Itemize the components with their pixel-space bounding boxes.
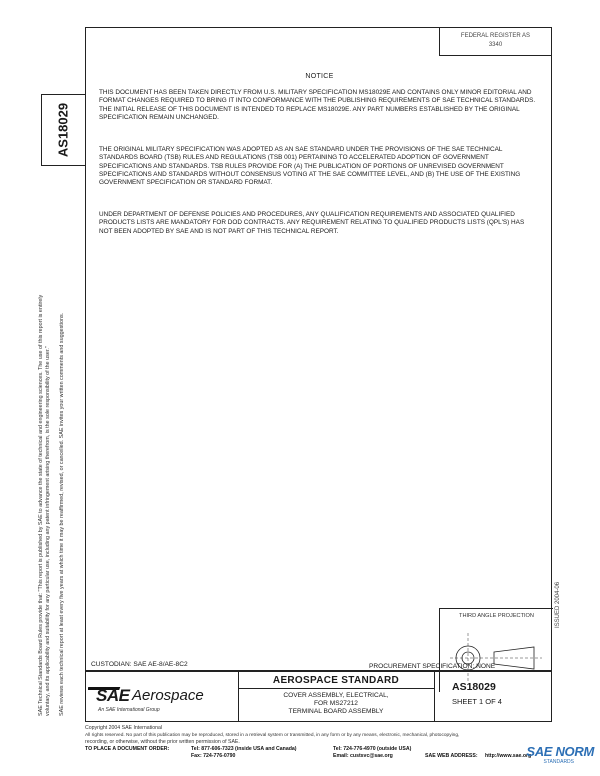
notice-paragraph-3: UNDER DEPARTMENT OF DEFENSE POLICIES AND PROCEDURES, ANY QUALIFICATION REQUIREMENTS AND ASSOCIATED QUALIFIED PRODUCTS LISTS ARE MANDATORY FOR DOD CONTRACTS. ANY REQUIREMENT RELATING TO QUALIFIED PRODUCTS LISTS (QPL'S) HAS NOT BEEN ADOPTED BY SAE AND IS NOT PART OF THIS TECHNICAL REPORT. xyxy=(99,211,525,235)
logo-word: Aerospace xyxy=(132,687,204,704)
issued-date: ISSUED 2004-06 xyxy=(555,581,561,628)
fedreg-line-2: 3340 xyxy=(488,42,503,48)
rights-text: All rights reserved. No part of this publication may be reproduced, stored in a retrieval system or transmitted, in any form or by any means, electronic, mechanical, photocopying, xyxy=(85,733,460,738)
sheet-info xyxy=(434,697,551,706)
phone-outside: Tel: 724-776-4970 (outside USA) xyxy=(333,746,412,752)
custodian-text: CUSTODIAN: SAE AE-8/AE-8C2 xyxy=(91,661,188,668)
title-block xyxy=(85,671,552,722)
sae-logo xyxy=(86,672,239,721)
projection-label: THIRD ANGLE PROJECTION xyxy=(459,613,534,619)
document-frame xyxy=(85,27,552,722)
notice-title: NOTICE xyxy=(305,73,334,80)
desc-line-1: COVER ASSEMBLY, ELECTRICAL, xyxy=(283,692,389,699)
logo-tagline: An SAE International Group xyxy=(98,707,160,713)
sheet-current: 1 xyxy=(478,697,484,706)
web-label: SAE WEB ADDRESS: xyxy=(425,753,478,759)
policy-text-line-3: SAE reviews each technical report at least every five years at which time it may be reaffirmed, revised, or cancelled. SAE invites your written comments and suggestions. xyxy=(59,312,65,716)
email-address: Email: custsvc@sae.org xyxy=(333,753,393,759)
sheet-of: OF xyxy=(485,697,496,706)
standard-title: AEROSPACE STANDARD xyxy=(272,675,400,686)
footer xyxy=(85,725,545,760)
title-cell xyxy=(238,672,435,721)
stamp-brand: SAE NORM xyxy=(526,744,594,759)
desc-line-2: FOR MS27212 xyxy=(314,700,358,707)
desc-line-3: TERMINAL BOARD ASSEMBLY xyxy=(288,708,384,715)
policy-text-line-1: SAE Technical Standards Board Rules provide that: "This report is published by SAE to advance the state of technical and engineering sciences. The use of this report is entirely xyxy=(38,294,44,716)
logo-brand: SAE xyxy=(96,686,130,705)
sheet-label: SHEET xyxy=(452,697,477,706)
order-label: TO PLACE A DOCUMENT ORDER: xyxy=(85,746,170,752)
policy-text-line-2: voluntary, and its applicability and suitability for any particular use, including any patent infringement arising therefrom, is the sole responsibility of the user." xyxy=(45,346,51,716)
fax-number: Fax: 724-776-0790 xyxy=(191,753,236,759)
notice-paragraph-2: THE ORIGINAL MILITARY SPECIFICATION WAS ADOPTED AS AN SAE STANDARD UNDER THE PROVISIONS OF THE SAE TECHNICAL STANDARDS BOARD (TSB) RULES AND REGULATIONS (TSB 001) PERTAINING TO ACCELERATED ADOPTION OF GOVERNMENT SPECIFICATIONS AND STANDARDS. TSB RULES PROVIDE FOR (A) THE PUBLICATION OF PORTIONS OF UNREVISED GOVERNMENT SPECIFICATIONS AND STANDARDS WITHOUT CONSENSUS VOTING AT THE SAE COMMITTEE LEVEL, AND (B) THE USE OF THE EXISTING GOVERNMENT SPECIFICATION OR STANDARD FORMAT. xyxy=(99,146,521,187)
titleblock-doc-number: AS18029 xyxy=(452,681,496,693)
procurement-text: PROCUREMENT SPECIFICATION: NONE xyxy=(369,663,496,670)
web-address: http://www.sae.org xyxy=(485,753,532,759)
federal-register-box xyxy=(439,28,551,56)
notice-paragraph-1: THIS DOCUMENT HAS BEEN TAKEN DIRECTLY FROM U.S. MILITARY SPECIFICATION MS18029E AND CONTAINS ONLY MINOR EDITORIAL AND FORMAT CHANGES REQUIRED TO BRING IT INTO CONFORMANCE WITH THE PUBLISHING REQUIREMENTS OF SAE TECHNICAL STANDARDS. THE INITIAL RELEASE OF THIS DOCUMENT IS INTENDED TO REPLACE MS18029E. ANY PART NUMBERS ESTABLISHED BY THE ORIGINAL SPECIFICATION REMAIN UNCHANGED. xyxy=(99,89,536,121)
copyright-text: Copyright 2004 SAE International xyxy=(85,725,162,731)
stamp-sub: STANDARDS xyxy=(543,759,574,765)
rights-text-2: recording, or otherwise, without the prior written permission of SAE. xyxy=(85,739,240,745)
fedreg-line-1: FEDERAL REGISTER AS xyxy=(460,33,531,39)
custodian-row xyxy=(85,658,552,671)
number-cell xyxy=(434,672,551,721)
sheet-total: 4 xyxy=(497,697,502,706)
phone-inside: Tel: 877-606-7323 (inside USA and Canada) xyxy=(191,746,297,752)
sae-norm-stamp xyxy=(484,744,594,770)
